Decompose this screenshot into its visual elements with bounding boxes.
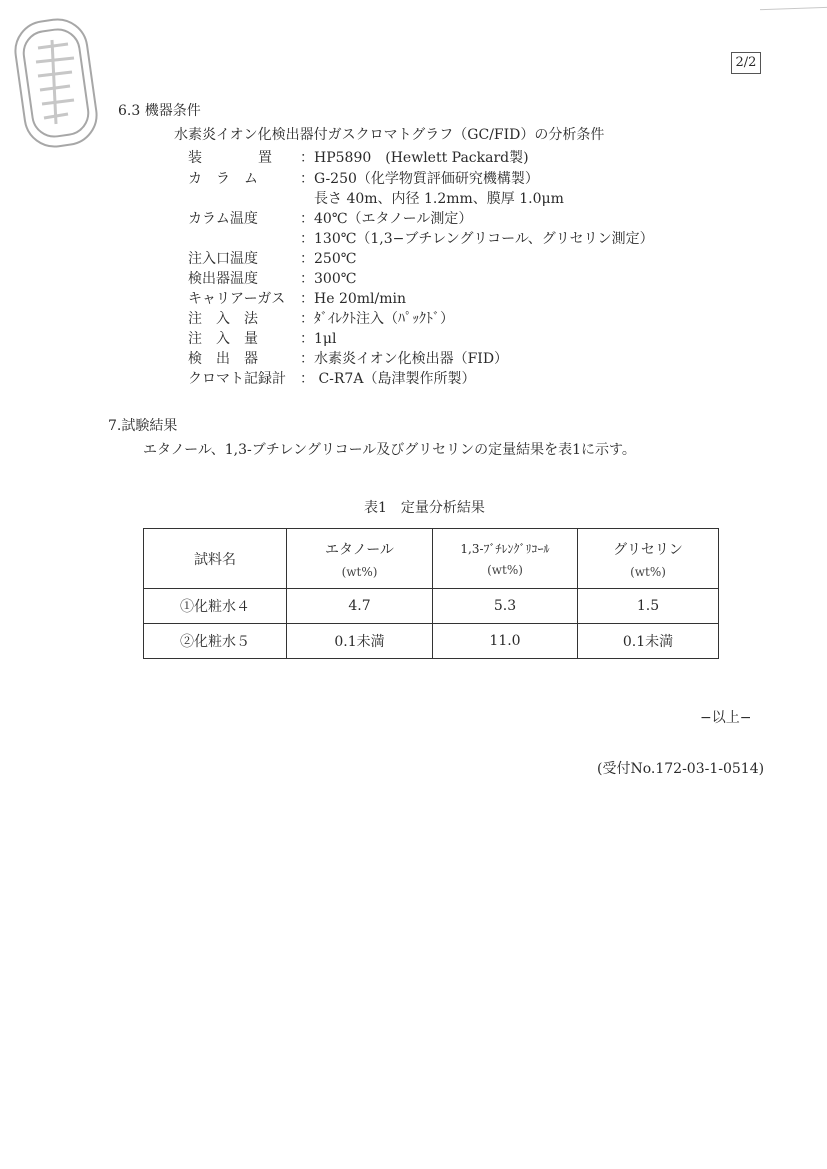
cell-glycerin: 0.1未満 — [578, 624, 719, 659]
condition-label: カ ラ ム — [188, 171, 258, 187]
condition-label: 注 入 法 — [188, 311, 258, 327]
condition-value: ：ﾀﾞｲﾚｸﾄ注入（ﾊﾟｯｸﾄﾞ） — [300, 311, 454, 327]
condition-value: ：250℃ — [300, 251, 357, 267]
condition-label: 注 入 量 — [188, 331, 258, 347]
condition-value: ：1μl — [300, 331, 337, 347]
header-butylene-glycol-label: 1,3-ﾌﾞﾁﾚﾝｸﾞﾘｺｰﾙ — [460, 542, 550, 556]
section-6-3-heading: 6.3 機器条件 — [118, 103, 201, 119]
condition-value: ：HP5890 (Hewlett Packard製) — [300, 150, 529, 166]
reception-number: (受付No.172-03-1-0514) — [597, 761, 765, 777]
results-table — [143, 528, 719, 659]
condition-value: ： C-R7A（島津製作所製） — [300, 371, 476, 387]
cell-sample-name: ②化粧水５ — [144, 624, 287, 659]
cell-sample-name: ①化粧水４ — [144, 589, 287, 624]
cell-glycerin: 1.5 — [578, 589, 719, 624]
condition-label: キャリアーガス — [188, 291, 286, 307]
condition-value: ：He 20ml/min — [300, 291, 406, 307]
cell-butylene-glycol: 5.3 — [433, 589, 578, 624]
header-glycerin-label: グリセリン — [613, 541, 683, 558]
condition-label: 装 置 — [188, 150, 272, 166]
header-ethanol-label: エタノール — [325, 541, 394, 558]
condition-value: 長さ 40m、内径 1.2mm、膜厚 1.0μm — [314, 191, 564, 207]
section-6-3-subtitle: 水素炎イオン化検出器付ガスクロマトグラフ（GC/FID）の分析条件 — [174, 127, 605, 143]
cell-ethanol: 4.7 — [287, 589, 433, 624]
header-butylene-glycol — [433, 529, 578, 589]
condition-label: カラム温度 — [188, 211, 258, 227]
cell-butylene-glycol: 11.0 — [433, 624, 578, 659]
stamp-seal — [8, 14, 108, 154]
header-sample-name: 試料名 — [144, 529, 287, 589]
condition-value: ：水素炎イオン化検出器（FID） — [300, 351, 509, 367]
condition-label: クロマト記録計 — [188, 371, 286, 387]
condition-value: ：40℃（エタノール測定） — [300, 211, 473, 227]
closing-mark: −以上− — [700, 710, 752, 726]
table-row — [144, 589, 719, 624]
condition-label: 注入口温度 — [188, 251, 258, 267]
condition-value: ：130℃（1,3−ブチレングリコール、グリセリン測定） — [300, 231, 654, 247]
header-unit: (wt%) — [341, 564, 378, 579]
section-7-heading: 7.試験結果 — [108, 418, 178, 434]
header-ethanol — [287, 529, 433, 589]
scan-edge-line — [760, 0, 827, 10]
condition-label: 検出器温度 — [188, 271, 258, 287]
page-number: 2/2 — [731, 52, 761, 74]
table-header-row — [144, 529, 719, 589]
condition-value: ：G-250（化学物質評価研究機構製） — [300, 171, 539, 187]
table-row — [144, 624, 719, 659]
condition-label: 検 出 器 — [188, 351, 258, 367]
header-glycerin — [578, 529, 719, 589]
cell-ethanol: 0.1未満 — [287, 624, 433, 659]
condition-value: ：300℃ — [300, 271, 357, 287]
table-caption: 表1 定量分析結果 — [364, 500, 485, 516]
section-7-text: エタノール、1,3-ブチレングリコール及びグリセリンの定量結果を表1に示す。 — [143, 442, 636, 458]
header-unit: (wt%) — [487, 563, 523, 577]
header-unit: (wt%) — [630, 564, 666, 579]
